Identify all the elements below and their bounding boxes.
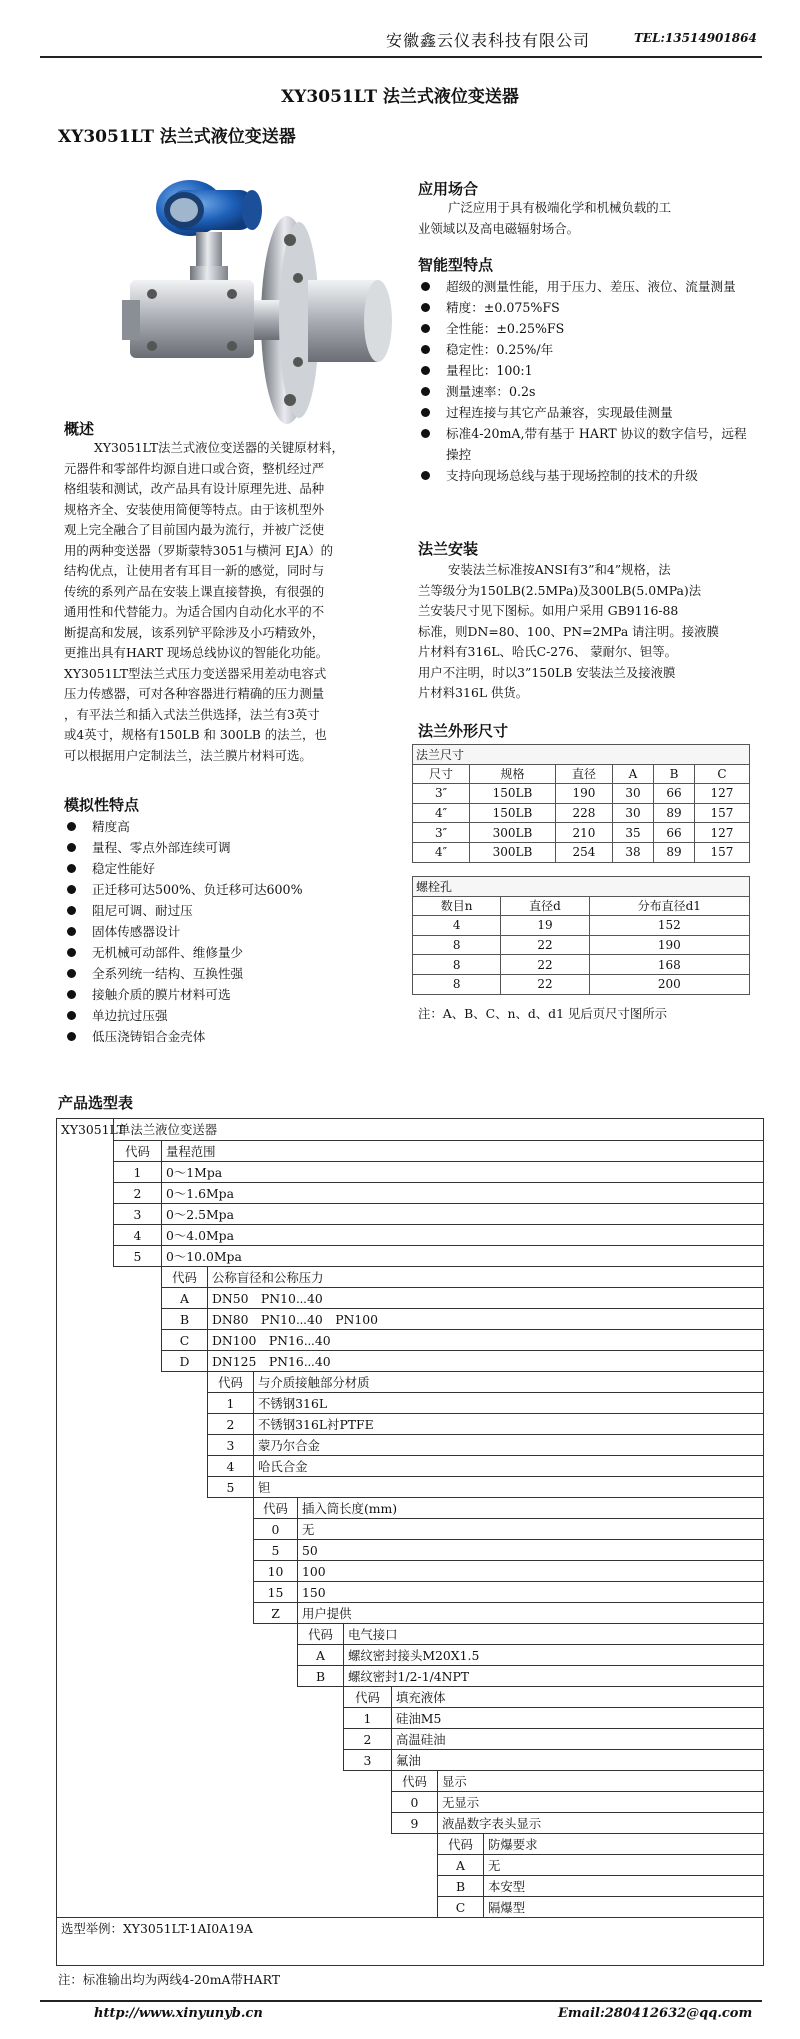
option-code: C xyxy=(161,1329,207,1350)
analog-heading: 模拟性特点 xyxy=(64,796,140,814)
list-item: 超级的测量性能，用于压力、差压、液位、流量测量 xyxy=(418,276,748,297)
code-header: 代码 xyxy=(207,1371,253,1392)
overview-line: XY3051LT法兰式液位变送器的关键原材料， xyxy=(94,440,344,455)
install-line: 用户不注明，时以3”150LB 安装法兰及接液膜 xyxy=(418,664,676,680)
option-code: B xyxy=(437,1875,483,1896)
company-name: 安徽鑫云仪表科技有限公司 xyxy=(386,31,591,50)
option-value: DN125 PN16⋯40 xyxy=(207,1350,763,1371)
bolt-table xyxy=(412,876,750,995)
flange-table-title: 法兰尺寸 xyxy=(413,745,750,765)
selection-example: 选型举例：XY3051LT-1AI0A19A xyxy=(57,1917,763,1965)
table-cell: 8 xyxy=(413,974,501,994)
table-cell: 35 xyxy=(613,823,654,843)
option-value: DN80 PN10⋯40 PN100 xyxy=(207,1308,763,1329)
option-value: 0～2.5Mpa xyxy=(161,1203,763,1224)
table-cell: 38 xyxy=(613,842,654,862)
option-value: 50 xyxy=(297,1539,763,1560)
group-title: 量程范围 xyxy=(161,1140,763,1161)
option-code: A xyxy=(437,1854,483,1875)
table-row xyxy=(413,764,750,784)
option-code: 4 xyxy=(113,1224,161,1245)
header-cell: C xyxy=(694,764,749,784)
table-cell: 8 xyxy=(413,955,501,975)
list-item: 标准4-20mA,带有基于 HART 协议的数字信号，远程操控 xyxy=(418,423,748,465)
option-value: 硅油M5 xyxy=(391,1707,763,1728)
install-line: 安装法兰标准按ANSI有3”和4”规格，法 xyxy=(448,562,671,577)
option-code: A xyxy=(161,1287,207,1308)
option-code: B xyxy=(161,1308,207,1329)
header-cell: 分布直径d1 xyxy=(589,896,749,916)
option-value: 隔爆型 xyxy=(483,1896,763,1917)
column-divider xyxy=(113,1140,114,1266)
option-value: DN50 PN10⋯40 xyxy=(207,1287,763,1308)
header-rule xyxy=(40,56,762,58)
table-cell: 150LB xyxy=(470,803,556,823)
overview-line: XY3051LT型法兰式压力变送器采用差动电容式 xyxy=(64,665,327,681)
group-title: 插入筒长度(mm) xyxy=(297,1497,763,1518)
column-divider xyxy=(297,1623,298,1686)
option-value: 0～1.6Mpa xyxy=(161,1182,763,1203)
table-cell: 4 xyxy=(413,916,501,936)
option-value: 螺纹密封1/2-1/4NPT xyxy=(343,1665,763,1686)
flange-table xyxy=(412,744,750,863)
list-item: 稳定性能好 xyxy=(64,858,384,879)
table-row xyxy=(413,803,750,823)
group-title: 公称盲径和公称压力 xyxy=(207,1266,763,1287)
overview-line: 断提高和发展，该系列铲平除涉及小巧精致外， xyxy=(64,624,325,640)
option-value: 螺纹密封接头M20X1.5 xyxy=(343,1644,763,1665)
header-cell: 尺寸 xyxy=(413,764,470,784)
option-code: 3 xyxy=(343,1749,391,1770)
analog-feature-list xyxy=(64,816,384,1047)
option-value: 不锈钢316L衬PTFE xyxy=(253,1413,763,1434)
list-item: 低压浇铸铝合金壳体 xyxy=(64,1026,384,1047)
option-code: Z xyxy=(253,1602,297,1623)
overview-line: 格组装和测试，改产品具有设计原理先进、品种 xyxy=(64,481,325,496)
overview-line: 更推出具有HART 现场总线协议的智能化功能。 xyxy=(64,645,329,660)
table-row xyxy=(413,916,750,936)
group-title: 电气接口 xyxy=(343,1623,763,1644)
list-item: 接触介质的膜片材料可选 xyxy=(64,984,384,1005)
table-cell: 8 xyxy=(413,935,501,955)
table-cell: 152 xyxy=(589,916,749,936)
table-cell: 22 xyxy=(501,974,589,994)
overview-line: 用的两种变送器（罗斯蒙特3051与横河 EJA）的 xyxy=(64,542,334,558)
option-code: 3 xyxy=(207,1434,253,1455)
column-divider xyxy=(391,1770,392,1833)
table-cell: 200 xyxy=(589,974,749,994)
option-value: 用户提供 xyxy=(297,1602,763,1623)
code-header: 代码 xyxy=(113,1140,161,1161)
option-code: 4 xyxy=(207,1455,253,1476)
column-divider xyxy=(207,1371,208,1497)
group-title: 防爆要求 xyxy=(483,1833,763,1854)
code-header: 代码 xyxy=(253,1497,297,1518)
option-code: 5 xyxy=(113,1245,161,1266)
website-link[interactable]: http://www.xinyunyb.cn xyxy=(94,2006,263,2021)
table-row xyxy=(413,935,750,955)
table-cell: 228 xyxy=(555,803,612,823)
install-line: 片材料316L 供货。 xyxy=(418,685,529,700)
overview-text xyxy=(64,438,384,766)
option-value: DN100 PN16⋯40 xyxy=(207,1329,763,1350)
column-divider xyxy=(161,1266,162,1371)
table-cell: 89 xyxy=(653,842,694,862)
application-line: 广泛应用于具有极端化学和机械负载的工 xyxy=(448,200,672,215)
list-item: 测量速率：0.2s xyxy=(418,381,748,402)
install-text xyxy=(418,560,748,704)
option-value: 本安型 xyxy=(483,1875,763,1896)
code-header: 代码 xyxy=(391,1770,437,1791)
install-heading: 法兰安装 xyxy=(418,540,479,558)
smart-heading: 智能型特点 xyxy=(418,256,494,274)
option-value: 0～4.0Mpa xyxy=(161,1224,763,1245)
overview-line: 通用性和代替能力。为适合国内自动化水平的不 xyxy=(64,604,325,619)
table-cell: 4″ xyxy=(413,842,470,862)
group-title: 与介质接触部分材质 xyxy=(253,1371,763,1392)
application-heading: 应用场合 xyxy=(418,180,479,198)
product-subtitle: XY3051LT 法兰式液位变送器 xyxy=(58,127,296,147)
table-row xyxy=(413,896,750,916)
list-item: 精度高 xyxy=(64,816,384,837)
header-cell: 规格 xyxy=(470,764,556,784)
option-code: D xyxy=(161,1350,207,1371)
list-item: 无机械可动部件、维修量少 xyxy=(64,942,384,963)
option-value: 0～1Mpa xyxy=(161,1161,763,1182)
list-item: 稳定性：0.25%/年 xyxy=(418,339,748,360)
table-cell: 210 xyxy=(555,823,612,843)
header-cell: 直径 xyxy=(555,764,612,784)
table-cell: 22 xyxy=(501,955,589,975)
header-cell: B xyxy=(653,764,694,784)
option-code: 3 xyxy=(113,1203,161,1224)
list-item: 单边抗过压强 xyxy=(64,1005,384,1026)
option-value: 无显示 xyxy=(437,1791,763,1812)
table-row xyxy=(413,823,750,843)
option-value: 蒙乃尔合金 xyxy=(253,1434,763,1455)
install-line: 兰安装尺寸见下图标。如用户采用 GB9116-88 xyxy=(418,603,679,618)
model-code: XY3051LT xyxy=(61,1122,126,1137)
option-code: 15 xyxy=(253,1581,297,1602)
table-cell: 4″ xyxy=(413,803,470,823)
option-code: 9 xyxy=(391,1812,437,1833)
application-text xyxy=(418,198,748,239)
option-code: B xyxy=(297,1665,343,1686)
table-cell: 254 xyxy=(555,842,612,862)
install-line: 兰等级分为150LB(2.5MPa)及300LB(5.0MPa)法 xyxy=(418,582,702,598)
option-value: 无 xyxy=(483,1854,763,1875)
table-row xyxy=(413,784,750,804)
table-cell: 30 xyxy=(613,784,654,804)
code-header: 代码 xyxy=(161,1266,207,1287)
overview-line: 元器件和零部件均源自进口或合资，整机经过严 xyxy=(64,460,325,476)
overview-line: 结构优点，让使用者有耳目一新的感觉，同时与 xyxy=(64,563,325,578)
product-image xyxy=(112,170,412,430)
option-code: 0 xyxy=(391,1791,437,1812)
option-code: 2 xyxy=(343,1728,391,1749)
telephone: TEL:13514901864 xyxy=(634,31,757,45)
page-title: XY3051LT 法兰式液位变送器 xyxy=(281,87,519,107)
overview-line: 传统的系列产品在安装上课直接替换，有很强的 xyxy=(64,583,325,599)
table-cell: 127 xyxy=(694,784,749,804)
list-item: 阻尼可调、耐过压 xyxy=(64,900,384,921)
list-item: 全性能：±0.25%FS xyxy=(418,318,748,339)
option-value: 液晶数字表头显示 xyxy=(437,1812,763,1833)
table-cell: 66 xyxy=(653,784,694,804)
option-value: 高温硅油 xyxy=(391,1728,763,1749)
model-description: 单法兰液位变送器 xyxy=(113,1119,763,1140)
table-cell: 66 xyxy=(653,823,694,843)
option-code: 2 xyxy=(207,1413,253,1434)
option-code: 10 xyxy=(253,1560,297,1581)
selection-note: 注：标准输出均为两线4-20mA带HART xyxy=(58,1972,280,1987)
smart-feature-list xyxy=(418,276,748,486)
option-code: 1 xyxy=(343,1707,391,1728)
list-item: 量程、零点外部连续可调 xyxy=(64,837,384,858)
code-header: 代码 xyxy=(297,1623,343,1644)
option-code: 5 xyxy=(207,1476,253,1497)
table-row xyxy=(413,842,750,862)
option-value: 氟油 xyxy=(391,1749,763,1770)
overview-heading: 概述 xyxy=(64,420,95,438)
code-header: 代码 xyxy=(343,1686,391,1707)
selection-table xyxy=(56,1118,764,1966)
group-title: 显示 xyxy=(437,1770,763,1791)
list-item: 支持向现场总线与基于现场控制的技术的升级 xyxy=(418,465,748,486)
header-cell: A xyxy=(613,764,654,784)
list-item: 固体传感器设计 xyxy=(64,921,384,942)
option-code: C xyxy=(437,1896,483,1917)
table-row xyxy=(413,974,750,994)
dims-heading: 法兰外形尺寸 xyxy=(418,722,509,740)
list-item: 正迁移可达500%、负迁移可达600% xyxy=(64,879,384,900)
option-value: 钽 xyxy=(253,1476,763,1497)
table-cell: 127 xyxy=(694,823,749,843)
table-cell: 22 xyxy=(501,935,589,955)
option-code: 0 xyxy=(253,1518,297,1539)
option-code: 1 xyxy=(207,1392,253,1413)
table-cell: 3″ xyxy=(413,784,470,804)
option-value: 100 xyxy=(297,1560,763,1581)
overview-line: 规格齐全、安装使用简便等特点。由于该机型外 xyxy=(64,501,325,517)
install-line: 片材料有316L、哈氏C-276、 蒙耐尔、钽等。 xyxy=(418,644,677,659)
option-value: 哈氏合金 xyxy=(253,1455,763,1476)
option-code: 5 xyxy=(253,1539,297,1560)
code-header: 代码 xyxy=(437,1833,483,1854)
application-line: 业领域以及高电磁辐射场合。 xyxy=(418,220,580,236)
group-title: 填充液体 xyxy=(391,1686,763,1707)
table-cell: 190 xyxy=(555,784,612,804)
overview-line: 可以根据用户定制法兰，法兰膜片材料可选。 xyxy=(64,747,312,763)
list-item: 精度：±0.075%FS xyxy=(418,297,748,318)
overview-line: ，有平法兰和插入式法兰供选择，法兰有3英寸 xyxy=(64,706,320,722)
table-cell: 3″ xyxy=(413,823,470,843)
list-item: 过程连接与其它产品兼容，实现最佳测量 xyxy=(418,402,748,423)
table-cell: 300LB xyxy=(470,823,556,843)
header-cell: 直径d xyxy=(501,896,589,916)
table-cell: 300LB xyxy=(470,842,556,862)
bolt-table-title: 螺栓孔 xyxy=(413,877,750,897)
header-cell: 数目n xyxy=(413,896,501,916)
overview-line: 压力传感器，可对各种容器进行精确的压力测量 xyxy=(64,686,325,701)
option-value: 150 xyxy=(297,1581,763,1602)
overview-line: 或4英寸，规格有150LB 和 300LB 的法兰，也 xyxy=(64,727,327,742)
option-value: 0～10.0Mpa xyxy=(161,1245,763,1266)
selection-heading: 产品选型表 xyxy=(58,1094,134,1112)
list-item: 全系列统一结构、互换性强 xyxy=(64,963,384,984)
dims-note: 注：A、B、C、n、d、d1 见后页尺寸图所示 xyxy=(418,1006,668,1021)
table-cell: 190 xyxy=(589,935,749,955)
table-cell: 168 xyxy=(589,955,749,975)
option-value: 无 xyxy=(297,1518,763,1539)
table-cell: 150LB xyxy=(470,784,556,804)
option-code: 1 xyxy=(113,1161,161,1182)
email-link[interactable]: Email:280412632@qq.com xyxy=(558,2006,753,2021)
overview-line: 观上完全融合了目前国内最为流行，并被广泛使 xyxy=(64,522,325,537)
list-item: 量程比：100:1 xyxy=(418,360,748,381)
table-cell: 157 xyxy=(694,842,749,862)
table-row xyxy=(413,955,750,975)
option-code: 2 xyxy=(113,1182,161,1203)
table-cell: 89 xyxy=(653,803,694,823)
option-value: 不锈钢316L xyxy=(253,1392,763,1413)
column-divider xyxy=(343,1686,344,1770)
table-cell: 19 xyxy=(501,916,589,936)
table-cell: 30 xyxy=(613,803,654,823)
column-divider xyxy=(253,1497,254,1623)
option-code: A xyxy=(297,1644,343,1665)
footer-rule xyxy=(40,2000,762,2002)
install-line: 标准，则DN=80、100、PN=2MPa 请注明。接液膜 xyxy=(418,623,719,639)
column-divider xyxy=(437,1833,438,1917)
table-cell: 157 xyxy=(694,803,749,823)
